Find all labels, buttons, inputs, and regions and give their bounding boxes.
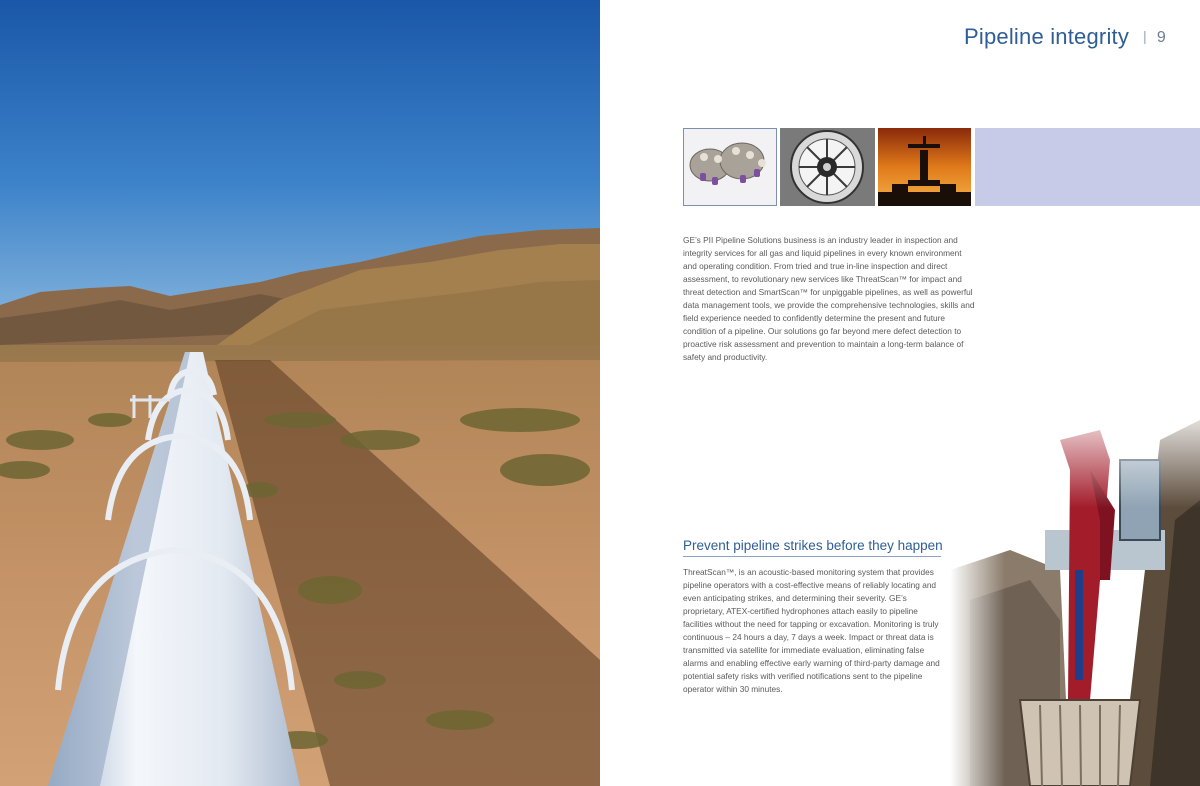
header-separator: | xyxy=(1143,28,1147,44)
page-title: Pipeline integrity xyxy=(964,24,1130,49)
valve-at-sunset-photo xyxy=(878,128,971,206)
section-heading: Prevent pipeline strikes before they happen xyxy=(683,538,941,557)
page-number: 9 xyxy=(1156,29,1166,46)
intro-paragraph: GE’s PII Pipeline Solutions business is an industry leader in inspection and integrity services for all gas and liquid pipelines in every known environment and operating condition. From tried and true in-line inspection and direct assessment, to revolutionary new services like ThreatScan™ for impact and threat detection and SmartScan™ for unpiggable pipelines, as well as powerful data management tools, we provide the comprehensive technologies, skills and field experience needed to confidently determine the present and future condition of a pipeline. Our solutions go far beyond mere defect detection to proactive risk assessment and prevention to maintain a long-term balance of safety and productivity. xyxy=(683,235,975,362)
section-paragraph: ThreatScan™, is an acoustic-based monitoring system that provides pipeline operators with a cost-effective means of reliably locating and even anticipating strikes, and determining their severity. GE’s proprietary, ATEX-certified hydrophones attach easily to pipeline facilities without the need for tapping or excavation. Monitoring is truly continuous – 24 hours a day, 7 days a week. Impact or threat data is transmitted via satellite for immediate evaluation, eliminating false alarms and enabling effective early warning of third-party damage and potential safety risks with verified notifications sent to the pipeline operator within 30 minutes. xyxy=(683,567,940,694)
page-header xyxy=(964,24,1166,50)
inspection-tool-face-photo xyxy=(780,128,875,206)
excavator-in-trench-photo xyxy=(950,400,1200,786)
accent-color-block xyxy=(975,128,1200,206)
pipeline-tool-photo xyxy=(683,128,777,206)
